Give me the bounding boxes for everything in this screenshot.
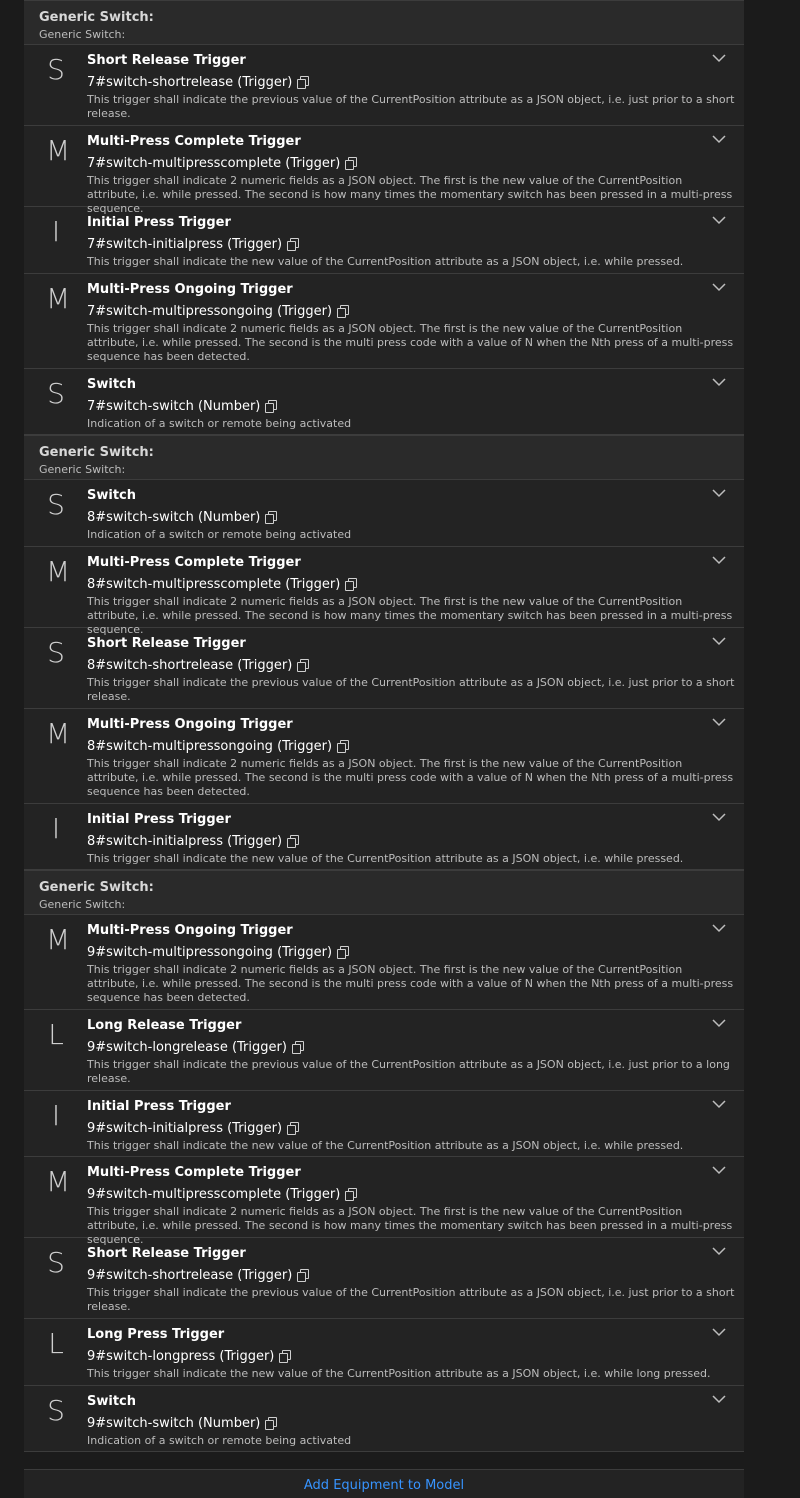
item-description: This trigger shall indicate 2 numeric fields as a JSON object. The first is the new value of the CurrentPosition attribute, i.e. while pressed. The second is how many times the momentary switch has been pressed in a multi-press sequence. <box>87 1205 733 1246</box>
item-id: 8#switch-multipresscomplete (Trigger) <box>87 576 341 592</box>
footer-bar <box>24 1469 744 1498</box>
item-name: Initial Press Trigger <box>87 812 231 827</box>
item-name: Multi-Press Complete Trigger <box>87 1165 301 1180</box>
item-letter-icon: M <box>46 555 71 588</box>
item-name: Multi-Press Ongoing Trigger <box>87 282 293 297</box>
group-title: Generic Switch: <box>39 10 154 25</box>
list-item[interactable] <box>24 628 744 709</box>
list-item[interactable] <box>24 45 744 126</box>
item-name: Short Release Trigger <box>87 636 246 651</box>
chevron-down-icon[interactable] <box>712 555 726 565</box>
item-id: 7#switch-initialpress (Trigger) <box>87 236 283 252</box>
item-id: 9#switch-longrelease (Trigger) <box>87 1039 287 1055</box>
item-name: Long Release Trigger <box>87 1018 242 1033</box>
item-id: 7#switch-shortrelease (Trigger) <box>87 74 293 90</box>
item-letter-icon: L <box>48 1327 64 1360</box>
chevron-down-icon[interactable] <box>712 812 726 822</box>
item-name: Multi-Press Ongoing Trigger <box>87 923 293 938</box>
item-name: Multi-Press Complete Trigger <box>87 134 301 149</box>
copy-icon[interactable] <box>287 238 298 250</box>
equipment-group <box>24 870 744 1452</box>
list-item[interactable] <box>24 1319 744 1386</box>
item-description: This trigger shall indicate 2 numeric fields as a JSON object. The first is the new value of the CurrentPosition attribute, i.e. while pressed. The second is the multi press code with a value of N when the Nth press of a multi-press sequence has been detected. <box>87 757 734 798</box>
chevron-down-icon[interactable] <box>712 1394 726 1404</box>
item-letter-icon: S <box>47 636 65 669</box>
copy-icon[interactable] <box>337 740 348 752</box>
chevron-down-icon[interactable] <box>712 1018 726 1028</box>
item-id: 7#switch-switch (Number) <box>87 398 261 414</box>
chevron-down-icon[interactable] <box>712 134 726 144</box>
item-description: This trigger shall indicate the new value of the CurrentPosition attribute as a JSON object, i.e. while pressed. <box>87 255 684 268</box>
item-id: 8#switch-shortrelease (Trigger) <box>87 657 293 673</box>
group-title: Generic Switch: <box>39 880 154 895</box>
item-id: 7#switch-multipressongoing (Trigger) <box>87 303 333 319</box>
item-letter-icon: S <box>47 1394 65 1427</box>
chevron-down-icon[interactable] <box>712 923 726 933</box>
item-name: Switch <box>87 488 137 503</box>
chevron-down-icon[interactable] <box>712 377 726 387</box>
group-title: Generic Switch: <box>39 445 154 460</box>
item-id: 9#switch-multipressongoing (Trigger) <box>87 944 333 960</box>
item-letter-icon: I <box>51 1099 61 1132</box>
list-item[interactable] <box>24 274 744 369</box>
list-item[interactable] <box>24 1157 744 1246</box>
list-item[interactable] <box>24 804 744 870</box>
item-name: Short Release Trigger <box>87 53 246 68</box>
item-name: Switch <box>87 377 137 392</box>
chevron-down-icon[interactable] <box>712 1165 726 1175</box>
item-name: Short Release Trigger <box>87 1246 246 1261</box>
list-item[interactable] <box>24 207 744 274</box>
chevron-down-icon[interactable] <box>712 282 726 292</box>
group-header <box>24 871 744 915</box>
item-description: This trigger shall indicate the new value of the CurrentPosition attribute as a JSON object, i.e. while long pressed. <box>87 1367 711 1380</box>
copy-icon[interactable] <box>297 1269 308 1281</box>
item-letter-icon: I <box>51 215 61 248</box>
copy-icon[interactable] <box>337 305 348 317</box>
chevron-down-icon[interactable] <box>712 488 726 498</box>
copy-icon[interactable] <box>287 835 298 847</box>
item-description: This trigger shall indicate the previous value of the CurrentPosition attribute as a JSON object, i.e. just prior to a long release. <box>87 1058 730 1085</box>
item-letter-icon: S <box>47 1246 65 1279</box>
item-id: 8#switch-switch (Number) <box>87 509 261 525</box>
copy-icon[interactable] <box>297 659 308 671</box>
item-description: This trigger shall indicate the new value of the CurrentPosition attribute as a JSON object, i.e. while pressed. <box>87 852 684 865</box>
chevron-down-icon[interactable] <box>712 1246 726 1256</box>
item-letter-icon: M <box>46 134 71 167</box>
item-letter-icon: S <box>47 488 65 521</box>
item-letter-icon: S <box>47 53 65 86</box>
equipment-group <box>24 0 744 435</box>
equipment-group <box>24 435 744 870</box>
list-item[interactable] <box>24 1238 744 1319</box>
copy-icon[interactable] <box>287 1122 298 1134</box>
item-letter-icon: I <box>51 812 61 845</box>
copy-icon[interactable] <box>297 76 308 88</box>
item-description: This trigger shall indicate the previous value of the CurrentPosition attribute as a JSON object, i.e. just prior to a short release. <box>87 676 735 703</box>
copy-icon[interactable] <box>279 1350 290 1362</box>
chevron-down-icon[interactable] <box>712 1099 726 1109</box>
group-subtitle: Generic Switch: <box>39 898 126 911</box>
item-description: Indication of a switch or remote being activated <box>87 1434 352 1447</box>
item-letter-icon: M <box>46 923 71 956</box>
chevron-down-icon[interactable] <box>712 636 726 646</box>
item-id: 8#switch-multipressongoing (Trigger) <box>87 738 333 754</box>
item-id: 9#switch-multipresscomplete (Trigger) <box>87 1186 341 1202</box>
item-id: 7#switch-multipresscomplete (Trigger) <box>87 155 341 171</box>
item-name: Long Press Trigger <box>87 1327 225 1342</box>
list-item[interactable] <box>24 1010 744 1091</box>
item-letter-icon: M <box>46 282 71 315</box>
item-description: Indication of a switch or remote being activated <box>87 417 352 430</box>
item-id: 9#switch-shortrelease (Trigger) <box>87 1267 293 1283</box>
item-name: Initial Press Trigger <box>87 1099 231 1114</box>
item-description: This trigger shall indicate the new value of the CurrentPosition attribute as a JSON object, i.e. while pressed. <box>87 1139 684 1152</box>
chevron-down-icon[interactable] <box>712 215 726 225</box>
group-header <box>24 1 744 45</box>
item-name: Switch <box>87 1394 137 1409</box>
copy-icon[interactable] <box>345 578 356 590</box>
list-item[interactable] <box>24 915 744 1010</box>
copy-icon[interactable] <box>265 511 276 523</box>
item-id: 9#switch-switch (Number) <box>87 1415 261 1431</box>
item-id: 8#switch-initialpress (Trigger) <box>87 833 283 849</box>
list-item[interactable] <box>24 547 744 636</box>
copy-icon[interactable] <box>265 400 276 412</box>
item-description: This trigger shall indicate the previous value of the CurrentPosition attribute as a JSON object, i.e. just prior to a short release. <box>87 93 735 120</box>
group-header <box>24 436 744 480</box>
copy-icon[interactable] <box>345 157 356 169</box>
item-letter-icon: S <box>47 377 65 410</box>
list-item[interactable] <box>24 126 744 215</box>
item-description: This trigger shall indicate 2 numeric fields as a JSON object. The first is the new value of the CurrentPosition attribute, i.e. while pressed. The second is how many times the momentary switch has been pressed in a multi-press sequence. <box>87 174 733 215</box>
list-item[interactable] <box>24 480 744 547</box>
item-name: Initial Press Trigger <box>87 215 231 230</box>
item-description: This trigger shall indicate 2 numeric fields as a JSON object. The first is the new value of the CurrentPosition attribute, i.e. while pressed. The second is the multi press code with a value of N when the Nth press of a multi-press sequence has been detected. <box>87 322 734 363</box>
group-subtitle: Generic Switch: <box>39 463 126 476</box>
chevron-down-icon[interactable] <box>712 717 726 727</box>
item-name: Multi-Press Ongoing Trigger <box>87 717 293 732</box>
copy-icon[interactable] <box>292 1041 303 1053</box>
item-description: Indication of a switch or remote being activated <box>87 528 352 541</box>
item-letter-icon: M <box>46 1165 71 1198</box>
list-item[interactable] <box>24 1091 744 1157</box>
equipment-panel <box>24 0 744 1452</box>
chevron-down-icon[interactable] <box>712 1327 726 1337</box>
copy-icon[interactable] <box>337 946 348 958</box>
item-description: This trigger shall indicate 2 numeric fields as a JSON object. The first is the new value of the CurrentPosition attribute, i.e. while pressed. The second is the multi press code with a value of N when the Nth press of a multi-press sequence has been detected. <box>87 963 734 1004</box>
item-description: This trigger shall indicate the previous value of the CurrentPosition attribute as a JSON object, i.e. just prior to a short release. <box>87 1286 735 1313</box>
item-id: 9#switch-longpress (Trigger) <box>87 1348 275 1364</box>
add-equipment-button[interactable]: Add Equipment to Model <box>303 1478 465 1493</box>
copy-icon[interactable] <box>345 1188 356 1200</box>
item-id: 9#switch-initialpress (Trigger) <box>87 1120 283 1136</box>
item-letter-icon: M <box>46 717 71 750</box>
list-item[interactable] <box>24 1386 744 1452</box>
list-item[interactable] <box>24 709 744 804</box>
chevron-down-icon[interactable] <box>712 53 726 63</box>
item-letter-icon: L <box>48 1018 64 1051</box>
item-name: Multi-Press Complete Trigger <box>87 555 301 570</box>
list-item[interactable] <box>24 369 744 435</box>
item-description: This trigger shall indicate 2 numeric fields as a JSON object. The first is the new value of the CurrentPosition attribute, i.e. while pressed. The second is how many times the momentary switch has been pressed in a multi-press sequence. <box>87 595 733 636</box>
group-subtitle: Generic Switch: <box>39 28 126 41</box>
copy-icon[interactable] <box>265 1417 276 1429</box>
